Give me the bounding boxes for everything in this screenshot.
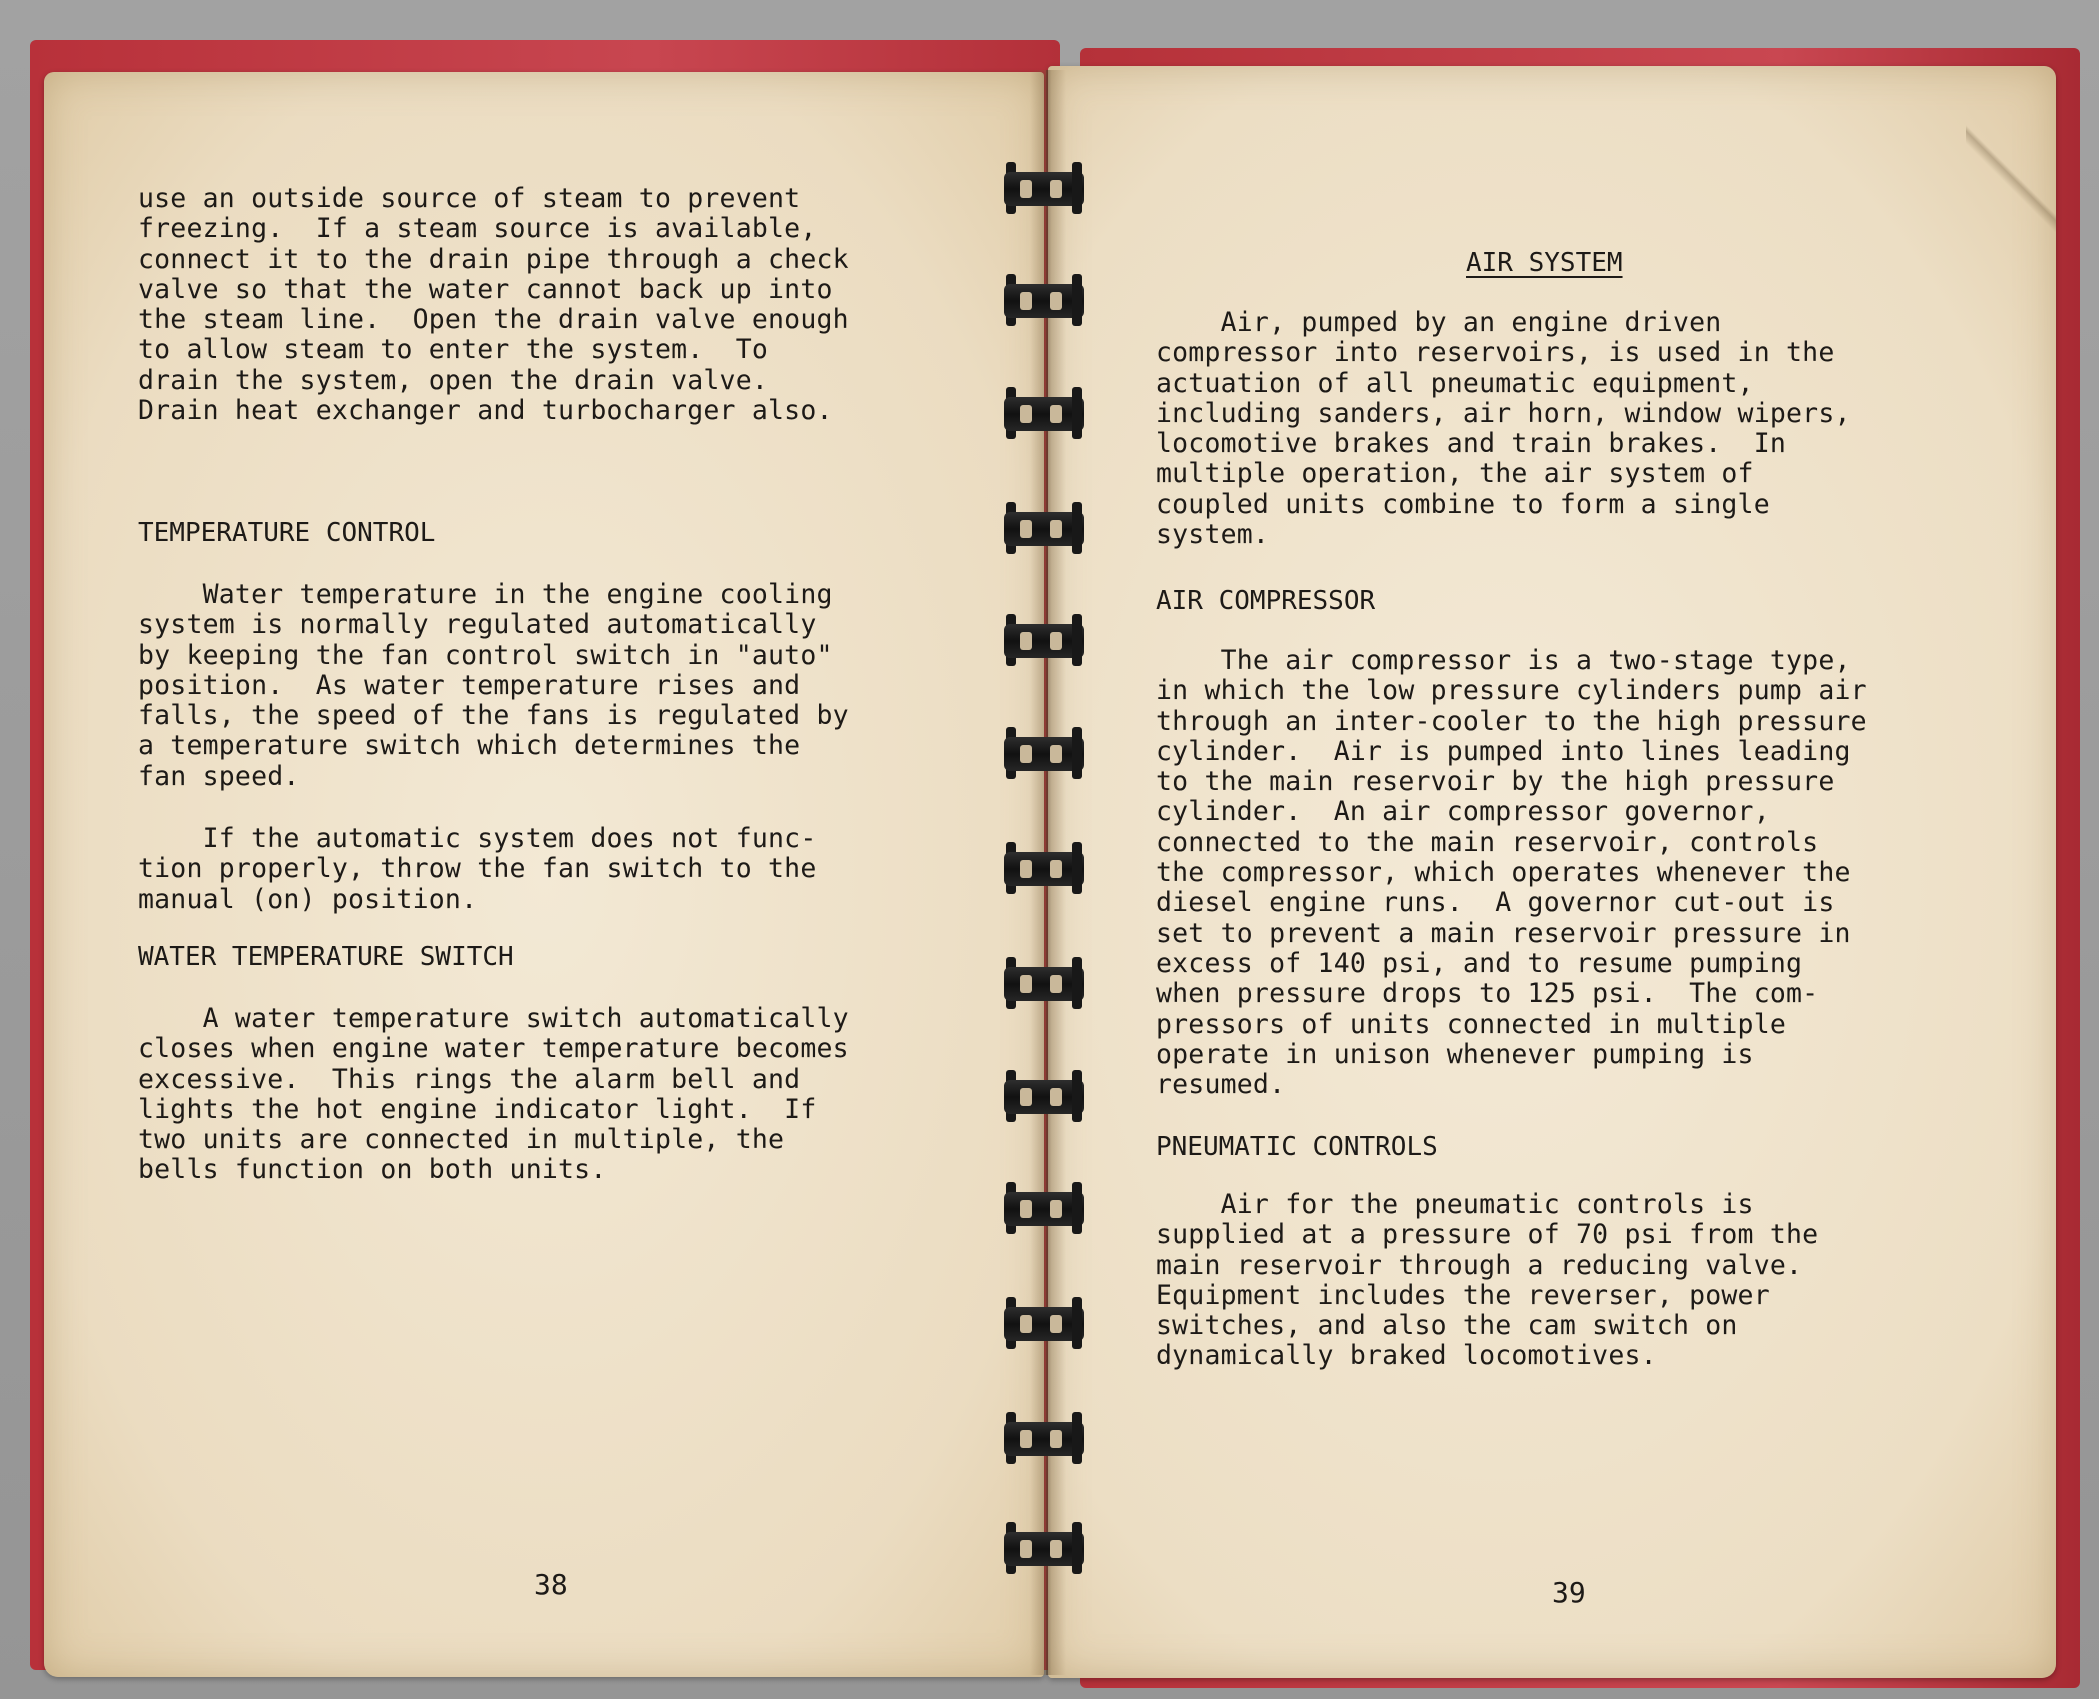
left-page xyxy=(44,72,1044,1677)
binding-coil xyxy=(1000,1068,1088,1122)
binding-coil-hole xyxy=(1020,1315,1032,1333)
binding-coil-hole xyxy=(1020,405,1032,423)
binding-coil-tab xyxy=(1072,727,1082,779)
binding-coil xyxy=(1000,955,1088,1009)
water-temperature-switch-paragraph: A water temperature switch automatically closes when engine water temperature becomes excessive. This rings the alarm bell and lights the hot engine indicator light. If two units are connected in multiple, the bells function on both units. xyxy=(138,1003,849,1186)
binding-coil-hole xyxy=(1020,975,1032,993)
binding-coil-tab xyxy=(1072,1522,1082,1574)
binding-coil-tab xyxy=(1072,1182,1082,1234)
binding-coil-hole xyxy=(1050,520,1062,538)
binding-coil-hole xyxy=(1050,1540,1062,1558)
binding-coil xyxy=(1000,612,1088,666)
binding-coil-hole xyxy=(1020,745,1032,763)
binding-coil-hole xyxy=(1050,975,1062,993)
binding-coil-hole xyxy=(1050,860,1062,878)
binding-coil-hole xyxy=(1050,1200,1062,1218)
binding-coil xyxy=(1000,500,1088,554)
binding-coil xyxy=(1000,1180,1088,1234)
binding-coil xyxy=(1000,840,1088,894)
binding-coil-hole xyxy=(1050,745,1062,763)
binding-coil-hole xyxy=(1020,180,1032,198)
binding-coil-tab xyxy=(1072,162,1082,214)
left-page-intro-paragraph: use an outside source of steam to prevent freezing. If a steam source is available, connect it to the drain pipe through a check valve so that the water cannot back up into the steam line. Open the drain valve enough to allow steam to enter the system. To drain the system, open the drain valve. Drain heat exchanger and turbocharger also. xyxy=(138,183,849,427)
binding-coil-hole xyxy=(1050,632,1062,650)
page-number-38: 38 xyxy=(534,1568,568,1601)
pneumatic-controls-paragraph: Air for the pneumatic controls is supplied at a pressure of 70 psi from the main reservoir through a reducing valve. Equipment includes the reverser, power switches, and also the cam switch on dynamically braked locomotives. xyxy=(1156,1189,1819,1372)
heading-pneumatic-controls: PNEUMATIC CONTROLS xyxy=(1156,1132,1438,1162)
binding-coil-hole xyxy=(1050,1430,1062,1448)
binding-coil-tab xyxy=(1072,387,1082,439)
right-page xyxy=(1048,66,2056,1678)
heading-air-compressor: AIR COMPRESSOR xyxy=(1156,586,1376,616)
binding-coil-hole xyxy=(1050,1088,1062,1106)
air-system-paragraph: Air, pumped by an engine driven compressor into reservoirs, is used in the actuation of all pneumatic equipment, including sanders, air horn, window wipers, locomotive brakes and train brakes. In multiple operation, the air system of coupled units combine to form a single system. xyxy=(1156,307,1851,551)
temperature-control-paragraph-2: If the automatic system does not func- tion properly, throw the fan switch to the manual (on) position. xyxy=(138,823,817,915)
page-corner-fold xyxy=(1966,66,2056,286)
binding-coil-hole xyxy=(1020,292,1032,310)
binding-coil-hole xyxy=(1050,1315,1062,1333)
binding-coil-tab xyxy=(1072,274,1082,326)
binding-coil-tab xyxy=(1072,842,1082,894)
heading-air-system: AIR SYSTEM xyxy=(1466,248,1623,278)
binding-coil-hole xyxy=(1020,632,1032,650)
binding-coil xyxy=(1000,1520,1088,1574)
binding-coil-tab xyxy=(1072,1412,1082,1464)
binding-coil xyxy=(1000,272,1088,326)
binding-coil xyxy=(1000,160,1088,214)
heading-water-temperature-switch: WATER TEMPERATURE SWITCH xyxy=(138,942,514,972)
binding-coil-hole xyxy=(1020,1088,1032,1106)
binding-coil xyxy=(1000,1410,1088,1464)
binding-coil-tab xyxy=(1072,1070,1082,1122)
heading-temperature-control: TEMPERATURE CONTROL xyxy=(138,518,436,548)
binding-coil-hole xyxy=(1020,1430,1032,1448)
page-number-39: 39 xyxy=(1552,1576,1586,1609)
binding-coil-hole xyxy=(1020,1540,1032,1558)
binding-coil-hole xyxy=(1050,292,1062,310)
binding-coil-tab xyxy=(1072,502,1082,554)
binding-coil-hole xyxy=(1020,520,1032,538)
binding-coil-tab xyxy=(1072,1297,1082,1349)
temperature-control-paragraph-1: Water temperature in the engine cooling system is normally regulated automatically by keeping the fan control switch in "auto" position. As water temperature rises and falls, the speed of the fans is regulated by a temperature switch which determines the fan speed. xyxy=(138,579,849,792)
binding-coil xyxy=(1000,725,1088,779)
binding-coil-hole xyxy=(1050,180,1062,198)
binding-coil xyxy=(1000,385,1088,439)
binding-coil-hole xyxy=(1050,405,1062,423)
binding-coil-tab xyxy=(1072,614,1082,666)
binding-coil-tab xyxy=(1072,957,1082,1009)
binding-coil xyxy=(1000,1295,1088,1349)
binding-coil-hole xyxy=(1020,860,1032,878)
binding-coil-hole xyxy=(1020,1200,1032,1218)
air-compressor-paragraph: The air compressor is a two-stage type, in which the low pressure cylinders pump air through an inter-cooler to the high pressure cylinder. Air is pumped into lines leading to the main reservoir by the high pressure cylinder. An air compressor governor, connected to the main reservoir, controls the compressor, which operates whenever the diesel engine runs. A governor cut-out is set to prevent a main reservoir pressure in excess of 140 psi, and to resume pumping when pressure drops to 125 psi. The com- pressors of units connected in multiple operate in unison whenever pumping is resumed. xyxy=(1156,645,1867,1101)
